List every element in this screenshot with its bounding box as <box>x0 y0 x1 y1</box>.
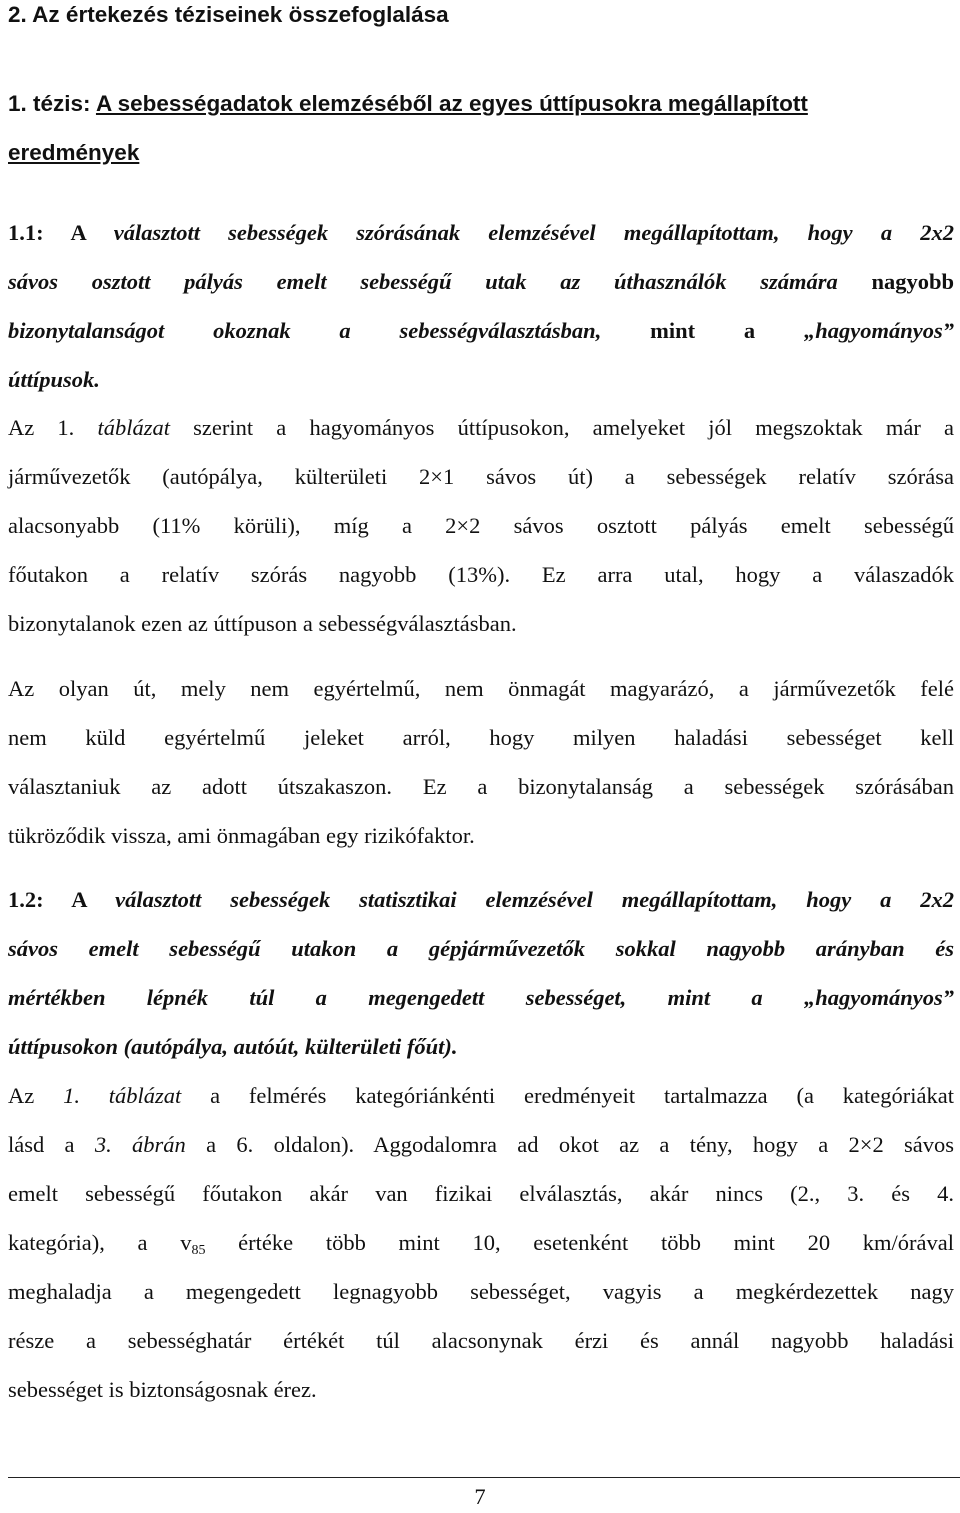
paragraph-line: alacsonyabb (11% körüli), míg a 2×2 sávos osztott pályás emelt sebességű <box>8 513 954 538</box>
paragraph-line: kategória), a $v_{85}$ értéke több mint 10, esetenként több mint 20 km/órával <box>8 1230 955 1258</box>
paragraph-line: bizonytalanok ezen az úttípuson a sebességválasztásban. <box>8 611 517 636</box>
point-1-2-line: úttípusokon (autópálya, autóút, külterületi főút). <box>8 1034 458 1059</box>
paragraph-line: része a sebességhatár értékét túl alacsonynak érzi és annál nagyobb haladási <box>8 1328 954 1353</box>
point-1-1 <box>8 215 954 411</box>
paragraph-line: meghaladja a megengedett legnagyobb sebességet, vagyis a megkérdezettek nagy <box>8 1279 954 1304</box>
subscript: 85 <box>191 1243 206 1258</box>
paragraph-line: lásd a 3. ábrán a 6. oldalon). Aggodalomra ad okot az a tény, hogy a 2×2 sávos <box>8 1132 955 1157</box>
paragraph-line: Az 1. táblázat a felmérés kategóriánkénti eredményeit tartalmazza (a kategóriákat <box>8 1083 954 1108</box>
figure-reference: 3. ábrán <box>94 1132 186 1157</box>
paragraph-line: választaniuk az adott útszakaszon. Ez a bizonytalanság a sebességek szórásában <box>8 774 954 799</box>
paragraph-line: járművezetők (autópálya, külterületi 2×1 sávos út) a sebességek relatív szórása <box>8 464 954 489</box>
point-1-1-line: sávos osztott pályás emelt sebességű utak az úthasználók számára nagyobb <box>8 269 954 294</box>
point-1-2-line: sávos emelt sebességű utakon a gépjárművezetők sokkal nagyobb arányban és <box>8 936 954 961</box>
footer-divider <box>8 1477 960 1478</box>
point-1-2 <box>8 882 954 1078</box>
section-heading: 2. Az értekezés téziseinek összefoglalása <box>8 2 449 27</box>
thesis-heading-line1 <box>8 91 808 117</box>
point-1-1-line: 1.1: A választott sebességek szórásának elemzésével megállapítottam, hogy a 2x2 <box>8 220 954 245</box>
table-reference: táblázat <box>97 415 170 440</box>
paragraph-1 <box>8 410 954 655</box>
thesis-title-part2: eredmények <box>8 140 140 165</box>
thesis-title-part1: A sebességadatok elemzéséből az egyes úttípusokra megállapított <box>95 91 808 116</box>
paragraph-line: nem küld egyértelmű jeleket arról, hogy milyen haladási sebességet kell <box>8 725 954 750</box>
point-1-2-line: 1.2: A választott sebességek statisztikai elemzésével megállapítottam, hogy a 2x2 <box>8 887 954 912</box>
point-1-1-line: bizonytalanságot okoznak a sebességválasztásban, mint a „hagyományos” <box>8 318 954 343</box>
point-1-1-line: úttípusok. <box>8 367 100 392</box>
point-1-2-line: mértékben lépnék túl a megengedett sebességet, mint a „hagyományos” <box>8 985 954 1010</box>
page-number: 7 <box>474 1484 486 1509</box>
paragraph-line: Az olyan út, mely nem egyértelmű, nem önmagát magyarázó, a járművezetők felé <box>8 676 954 701</box>
point-1-2-label: 1.2: A <box>8 887 116 912</box>
paragraph-line: emelt sebességű főutakon akár van fizikai elválasztás, akár nincs (2., 3. és 4. <box>8 1181 954 1206</box>
paragraph-3 <box>8 1078 954 1421</box>
paragraph-line: tükröződik vissza, ami önmagában egy rizikófaktor. <box>8 823 475 848</box>
paragraph-line: Az 1. táblázat szerint a hagyományos úttípusokon, amelyeket jól megszoktak már a <box>8 415 954 440</box>
point-1-1-label: 1.1: A <box>8 220 114 245</box>
thesis-number: 1. tézis: <box>8 91 96 116</box>
table-reference: táblázat <box>108 1083 182 1108</box>
paragraph-2 <box>8 671 954 867</box>
paragraph-line: főutakon a relatív szórás nagyobb (13%). Ez arra utal, hogy a válaszadók <box>8 562 954 587</box>
paragraph-line: sebességet is biztonságosnak érez. <box>8 1377 317 1402</box>
